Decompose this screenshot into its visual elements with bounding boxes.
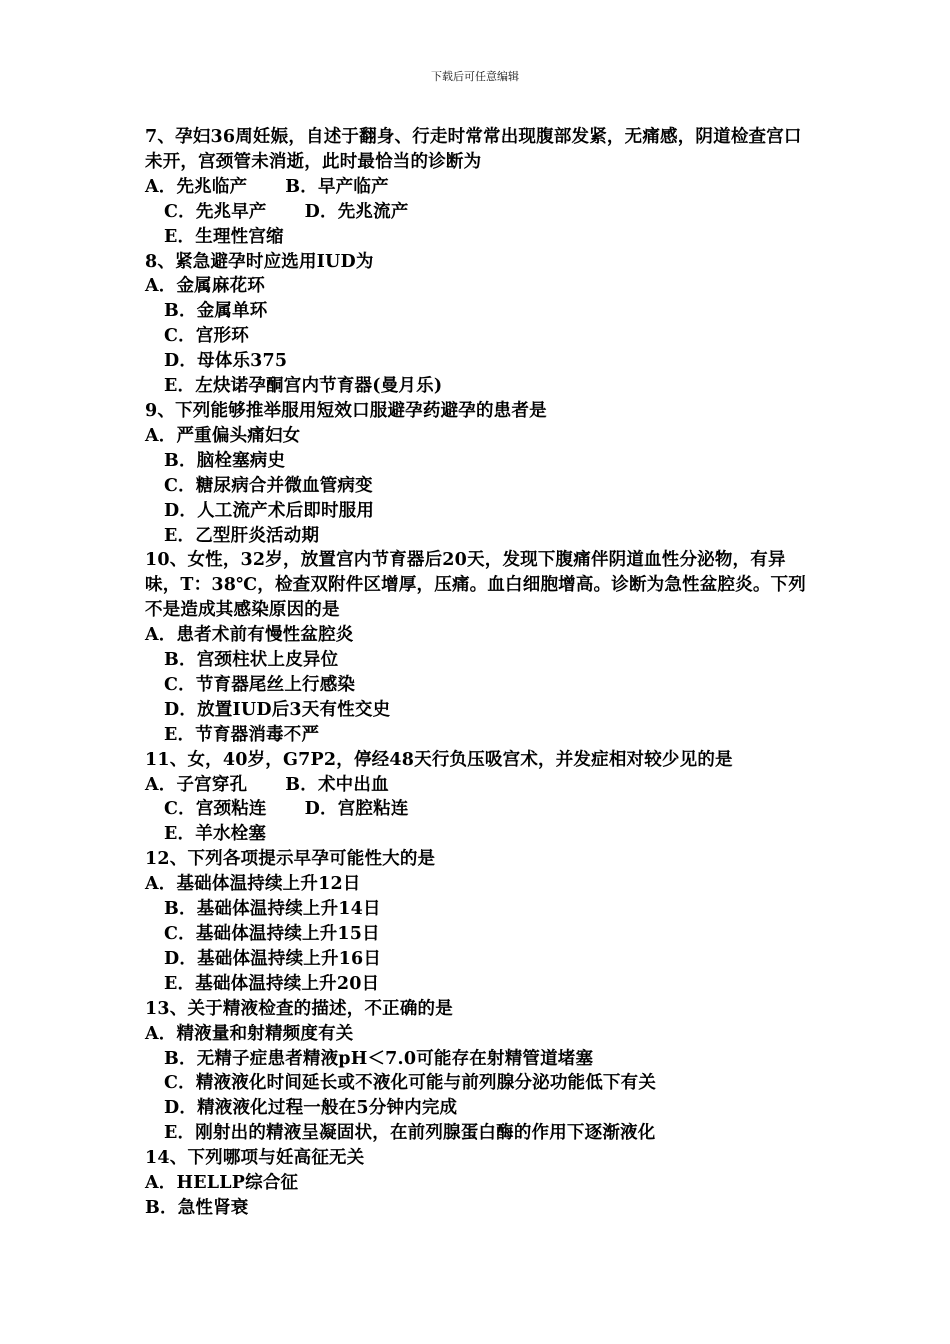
question-13-stem: 13、关于精液检查的描述，不正确的是 (145, 998, 453, 1019)
option-text: A．金属麻花环 (145, 276, 265, 297)
question-10-stem: 10、女性，32岁，放置宫内节育器后20天，发现下腹痛伴阴道血性分泌物，有异味，T：38℃，检查双附件区增厚，压痛。血白细胞增高。诊断为急性盆腔炎。下列不是造成其感染原因的是 (145, 550, 806, 621)
option-text: E．基础体温持续上升20日 (164, 973, 380, 994)
question-9-stem: 9、下列能够推举服用短效口服避孕药避孕的患者是 (145, 400, 547, 421)
option-text: A．先兆临产 (145, 176, 248, 197)
option-text: A．精液量和射精频度有关 (145, 1023, 354, 1044)
option-text: B．宫颈柱状上皮异位 (164, 650, 339, 671)
option-text: D．先兆流产 (304, 201, 409, 222)
option-text: C．先兆早产 (164, 201, 267, 222)
question-12-stem: 12、下列各项提示早孕可能性大的是 (145, 849, 436, 870)
option-text: C．精液液化时间延长或不液化可能与前列腺分泌功能低下有关 (164, 1073, 657, 1094)
option-text: D．母体乐375 (164, 351, 288, 372)
option-text: B．金属单环 (164, 301, 268, 322)
option-text: A．患者术前有慢性盆腔炎 (145, 625, 354, 646)
option-text: D．人工流产术后即时服用 (164, 500, 375, 521)
option-text: B．术中出血 (285, 774, 389, 795)
question-list (145, 125, 810, 1221)
question-11-options-ab (145, 773, 810, 798)
option-text: A．严重偏头痛妇女 (145, 425, 301, 446)
question-7-options-cd (145, 200, 810, 225)
question-11-stem: 11、女，40岁，G7P2，停经48天行负压吸宫术，并发症相对较少见的是 (145, 749, 733, 770)
option-text: E．节育器消毒不严 (164, 724, 320, 745)
option-text: B．早产临产 (285, 176, 389, 197)
option-text: C．节育器尾丝上行感染 (164, 674, 356, 695)
option-text: E．生理性宫缩 (164, 226, 284, 247)
option-text: C．宫颈粘连 (164, 799, 267, 820)
option-text: B．无精子症患者精液pH＜7.0可能存在射精管道堵塞 (164, 1048, 594, 1069)
page-header: 下载后可任意编辑 (431, 70, 519, 83)
option-text: C．基础体温持续上升15日 (164, 924, 380, 944)
question-7-options-ab (145, 175, 810, 200)
question-11-options-cd (145, 797, 810, 822)
option-text: B．脑栓塞病史 (164, 450, 286, 471)
question-7-stem: 7、孕妇36周妊娠，自述于翻身、行走时常常出现腹部发紧，无痛感，阴道检查宫口未开，宫颈管未消逝，此时最恰当的诊断为 (145, 127, 802, 172)
option-text: E．左炔诺孕酮宫内节育器(曼月乐) (164, 376, 443, 397)
question-14-stem: 14、下列哪项与妊高征无关 (145, 1148, 365, 1169)
option-text: B．急性肾衰 (145, 1197, 249, 1218)
option-text: E．乙型肝炎活动期 (164, 525, 320, 546)
option-text: D．宫腔粘连 (304, 799, 409, 820)
option-text: D．放置IUD后3天有性交史 (164, 699, 391, 720)
option-text: A．基础体温持续上升12日 (145, 874, 361, 895)
option-text: E．羊水栓塞 (164, 824, 267, 845)
option-text: D．精液液化过程一般在5分钟内完成 (164, 1098, 458, 1119)
option-text: E．刚射出的精液呈凝固状，在前列腺蛋白酶的作用下逐渐液化 (164, 1123, 656, 1144)
option-text: D．基础体温持续上升16日 (164, 948, 382, 969)
option-text: B．基础体温持续上升14日 (164, 899, 381, 920)
option-text: C．宫形环 (164, 326, 249, 347)
option-text: C．糖尿病合并微血管病变 (164, 475, 373, 496)
option-text: A．HELLP综合征 (145, 1173, 299, 1194)
question-8-stem: 8、紧急避孕时应选用IUD为 (145, 251, 374, 272)
option-text: A．子宫穿孔 (145, 774, 248, 795)
